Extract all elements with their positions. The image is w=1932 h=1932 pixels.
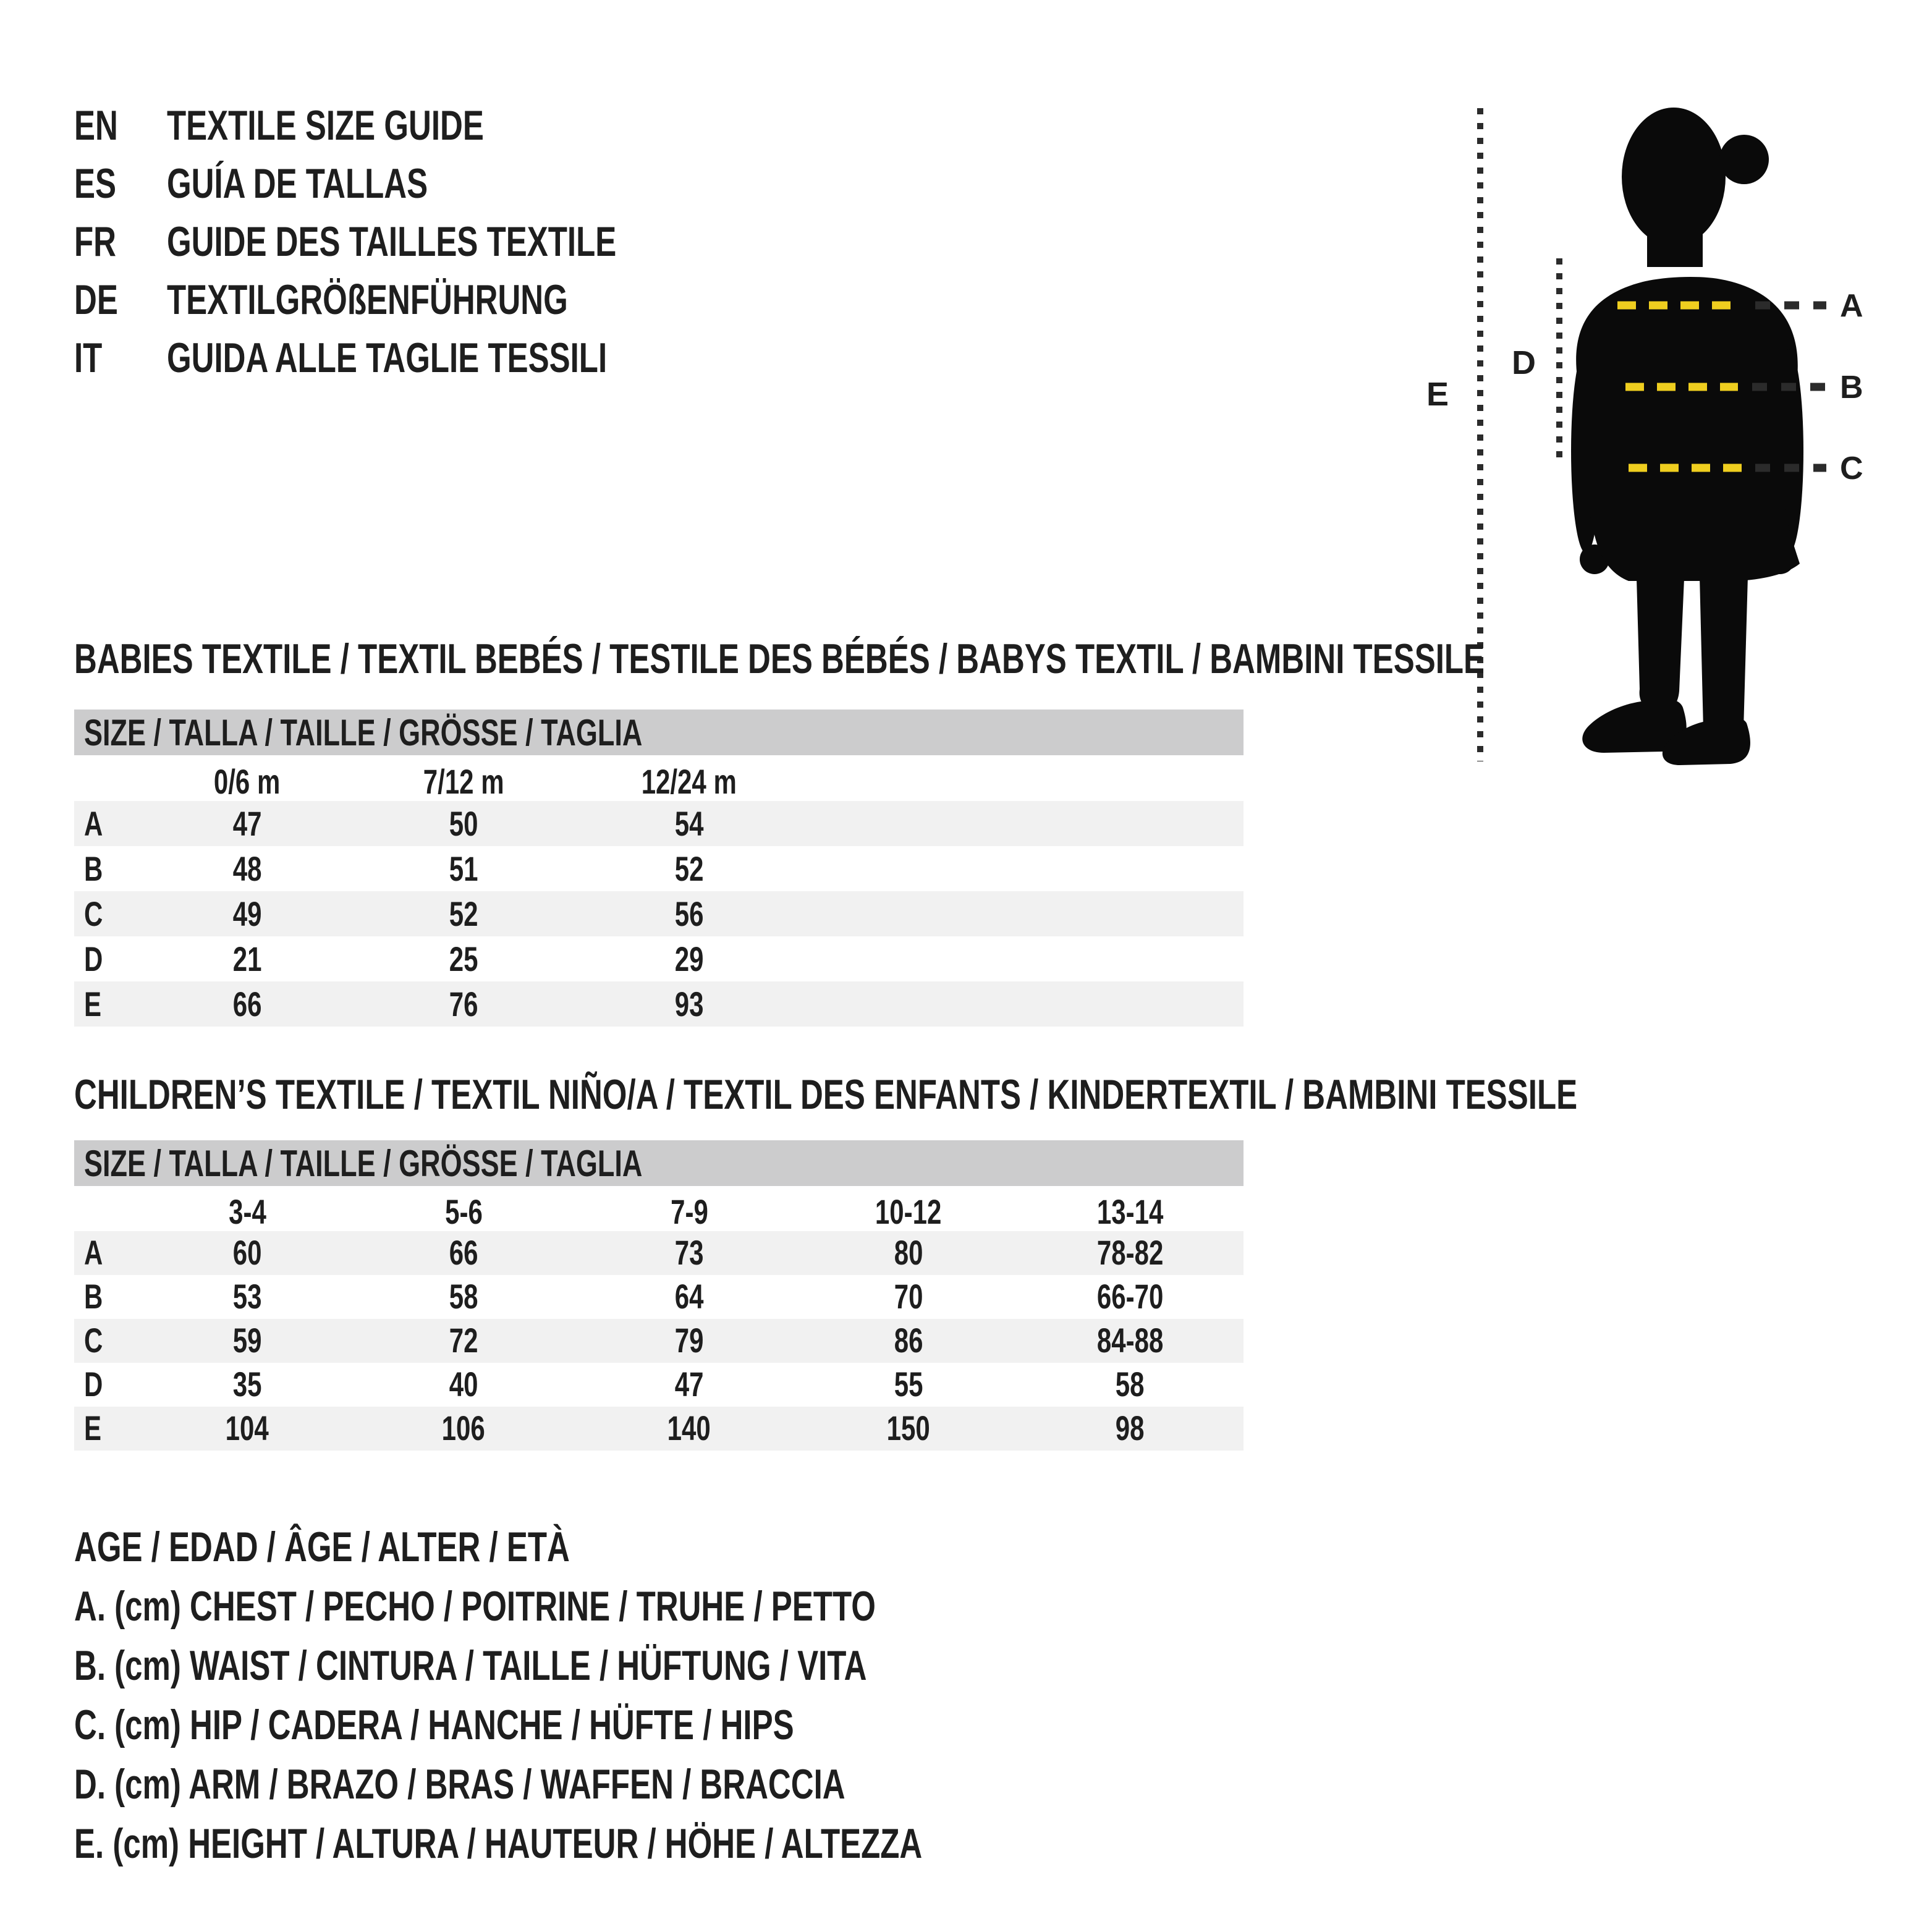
row-label [74,803,145,844]
table-cell [800,1364,1017,1404]
row-label [74,1320,145,1360]
table-cell [800,1408,1017,1448]
language-code-text: EN [74,102,118,149]
language-title-text: GUIDA ALLE TAGLIE TESSILI [167,334,608,381]
language-code [74,96,132,155]
table-cell [578,803,800,844]
table-cell-text: 51 [449,849,478,888]
row-label-text: D [84,1364,103,1404]
row-label [74,1276,145,1316]
legend-line [74,1755,1205,1814]
language-code-text: DE [74,276,118,323]
language-code-text: ES [74,160,117,207]
table-cell-text: 54 [674,804,704,843]
table-cell-text: 21 [232,939,262,978]
table-cell-text: 49 [232,894,262,933]
measure-label-b: B [1840,370,1863,405]
table-cell-text: 84-88 [1096,1320,1164,1360]
legend-line-text: A. (cm) CHEST / PECHO / POITRINE / TRUHE / PETTO [74,1583,876,1630]
table-cell-text: 104 [225,1408,269,1447]
language-title [167,271,701,329]
table-cell-text: 47 [674,1364,704,1404]
language-code [74,155,130,213]
table-cell-text: 66 [232,985,262,1023]
table-cell [578,1408,800,1448]
column-header-text: 7-9 [670,1192,708,1231]
row-label-text: A [84,804,103,843]
row-label [74,1408,145,1448]
column-header [145,1192,349,1232]
table-row [74,891,1244,936]
table-cell-text: 150 [886,1408,931,1447]
table-row [74,801,1244,846]
table-cell-text: 64 [674,1276,704,1316]
table-cell-text: 66 [449,1232,478,1272]
column-header-text: 7/12 m [423,762,504,801]
table-cell [1017,1276,1244,1316]
table-row [74,1275,1244,1319]
babies-table-header-bar [74,710,1244,755]
table-cell-text: 98 [1116,1408,1145,1447]
table-cell-text: 80 [894,1232,923,1272]
table-cell [349,1276,578,1316]
table-cell-text: 59 [232,1320,262,1360]
table-cell-text: 53 [232,1276,262,1316]
table-cell [578,939,800,979]
legend-line [74,1636,1205,1695]
children-size-table [74,1192,1244,1451]
language-title [167,213,766,271]
column-header-text: 12/24 m [641,762,737,801]
column-header-text: 3-4 [228,1192,266,1231]
table-cell [145,1408,349,1448]
legend-line-text: D. (cm) ARM / BRAZO / BRAS / WAFFEN / BRACCIA [74,1761,845,1808]
column-header-text: 10-12 [875,1192,942,1231]
table-row [74,1363,1244,1407]
measurement-legend [74,1517,1205,1873]
table-cell-text: 52 [674,849,704,888]
table-row [74,1407,1244,1451]
table-cell [800,1276,1017,1316]
babies-size-table [74,761,1244,1027]
babies-section-title [74,635,1932,682]
table-cell-text: 56 [674,894,704,933]
children-section-title [74,1071,1932,1118]
table-cell [349,803,578,844]
language-row [74,96,1125,155]
row-label-text: E [84,1408,102,1447]
column-header [145,761,349,802]
legend-line [74,1577,1205,1636]
table-cell [1017,1364,1244,1404]
row-label [74,984,145,1024]
table-row [74,1231,1244,1275]
row-label [74,1232,145,1273]
table-cell-text: 86 [894,1320,923,1360]
table-cell-text: 79 [674,1320,704,1360]
table-cell-text: 58 [449,1276,478,1316]
column-header-text: 13-14 [1096,1192,1164,1231]
measure-label-d: D [1512,344,1536,381]
language-row [74,155,1125,213]
measure-label-e: E [1426,376,1449,413]
table-cell-text: 55 [894,1364,923,1404]
column-header [349,1192,578,1232]
language-code-text: IT [74,334,103,381]
column-header [578,761,800,802]
table-cell [800,1232,1017,1273]
table-cell-text: 73 [674,1232,704,1272]
table-cell-text: 58 [1116,1364,1145,1404]
language-title [167,96,590,155]
table-cell [578,984,800,1024]
row-label-text: A [84,1232,103,1272]
row-label-text: E [84,985,102,1023]
table-cell-text: 29 [674,939,704,978]
table-cell [145,984,349,1024]
row-label [74,939,145,979]
table-cell [145,1276,349,1316]
row-label-text: D [84,939,103,978]
legend-line [74,1695,1205,1755]
table-column-header-row [74,1192,1244,1231]
column-header [349,761,578,802]
row-label [74,1364,145,1404]
babies-table-header-text: SIZE / TALLA / TAILLE / GRÖSSE / TAGLIA [84,711,643,753]
table-cell [578,1276,800,1316]
table-cell [1017,1408,1244,1448]
table-cell [578,1232,800,1273]
table-cell-text: 106 [441,1408,486,1447]
table-row [74,846,1244,891]
language-title [167,155,515,213]
table-cell-text: 70 [894,1276,923,1316]
measure-label-c: C [1840,451,1863,486]
language-list [74,96,1125,387]
table-cell [578,1364,800,1404]
table-cell-text: 47 [232,804,262,843]
table-cell [145,1232,349,1273]
column-header [578,1192,800,1232]
language-title-text: GUÍA DE TALLAS [167,160,428,207]
table-cell [578,894,800,934]
table-cell [349,894,578,934]
language-row [74,271,1125,329]
row-label-text: B [84,849,103,888]
language-title-text: TEXTILE SIZE GUIDE [167,102,484,149]
table-cell [145,1364,349,1404]
legend-line [74,1517,1205,1577]
measure-label-a: A [1840,288,1863,324]
table-cell [578,849,800,889]
table-column-header-row [74,761,1244,801]
table-cell [145,939,349,979]
table-cell [145,803,349,844]
language-code [74,213,130,271]
column-header [1017,1192,1244,1232]
table-row [74,936,1244,981]
row-label-text: C [84,894,103,933]
language-title [167,329,753,387]
table-cell [1017,1232,1244,1273]
table-cell-text: 50 [449,804,478,843]
language-title-text: GUIDE DES TAILLES TEXTILE [167,218,617,265]
table-cell-text: 78-82 [1096,1232,1164,1272]
table-cell-text: 35 [232,1364,262,1404]
language-code [74,329,111,387]
table-cell-text: 52 [449,894,478,933]
language-row [74,213,1125,271]
language-title-text: TEXTILGRÖßENFÜHRUNG [167,276,568,323]
row-label-text: C [84,1320,103,1360]
table-cell [349,1320,578,1360]
legend-line-text: C. (cm) HIP / CADERA / HANCHE / HÜFTE / HIPS [74,1701,794,1748]
table-cell [349,939,578,979]
table-row [74,1319,1244,1363]
children-table-header-text: SIZE / TALLA / TAILLE / GRÖSSE / TAGLIA [84,1142,643,1184]
table-cell-text: 66-70 [1096,1276,1164,1316]
table-row [74,981,1244,1027]
column-header-text: 5-6 [444,1192,483,1231]
row-label [74,894,145,934]
table-cell [349,984,578,1024]
table-cell [1017,1320,1244,1360]
table-cell-text: 140 [667,1408,711,1447]
table-cell-text: 40 [449,1364,478,1404]
language-row [74,329,1125,387]
language-code [74,271,132,329]
children-table-header-bar [74,1140,1244,1186]
table-cell [145,894,349,934]
table-cell [349,1408,578,1448]
table-cell-text: 60 [232,1232,262,1272]
measurement-figure [1391,87,1932,803]
table-cell [578,1320,800,1360]
table-cell-text: 48 [232,849,262,888]
column-header-text: 0/6 m [214,762,281,801]
language-code-text: FR [74,218,116,265]
row-label [74,849,145,889]
row-label-text: B [84,1276,103,1316]
legend-line-text: E. (cm) HEIGHT / ALTURA / HAUTEUR / HÖHE / ALTEZZA [74,1820,923,1867]
table-cell [800,1320,1017,1360]
table-cell [349,1364,578,1404]
table-cell [349,849,578,889]
table-cell-text: 76 [449,985,478,1023]
babies-section-title-text: BABIES TEXTILE / TEXTIL BEBÉS / TESTILE DES BÉBÉS / BABYS TEXTIL / BAMBINI TESSILE [74,635,1485,682]
column-header [800,1192,1017,1232]
children-section-title-text: CHILDREN’S TEXTILE / TEXTIL NIÑO/A / TEXTIL DES ENFANTS / KINDERTEXTIL / BAMBINI TESSILE [74,1071,1578,1118]
table-cell-text: 93 [674,985,704,1023]
legend-line-text: B. (cm) WAIST / CINTURA / TAILLE / HÜFTUNG / VITA [74,1642,867,1689]
table-cell [349,1232,578,1273]
table-cell-text: 72 [449,1320,478,1360]
legend-line [74,1814,1205,1873]
legend-line-text: AGE / EDAD / ÂGE / ALTER / ETÀ [74,1523,570,1570]
table-cell [145,1320,349,1360]
table-cell-text: 25 [449,939,478,978]
table-cell [145,849,349,889]
